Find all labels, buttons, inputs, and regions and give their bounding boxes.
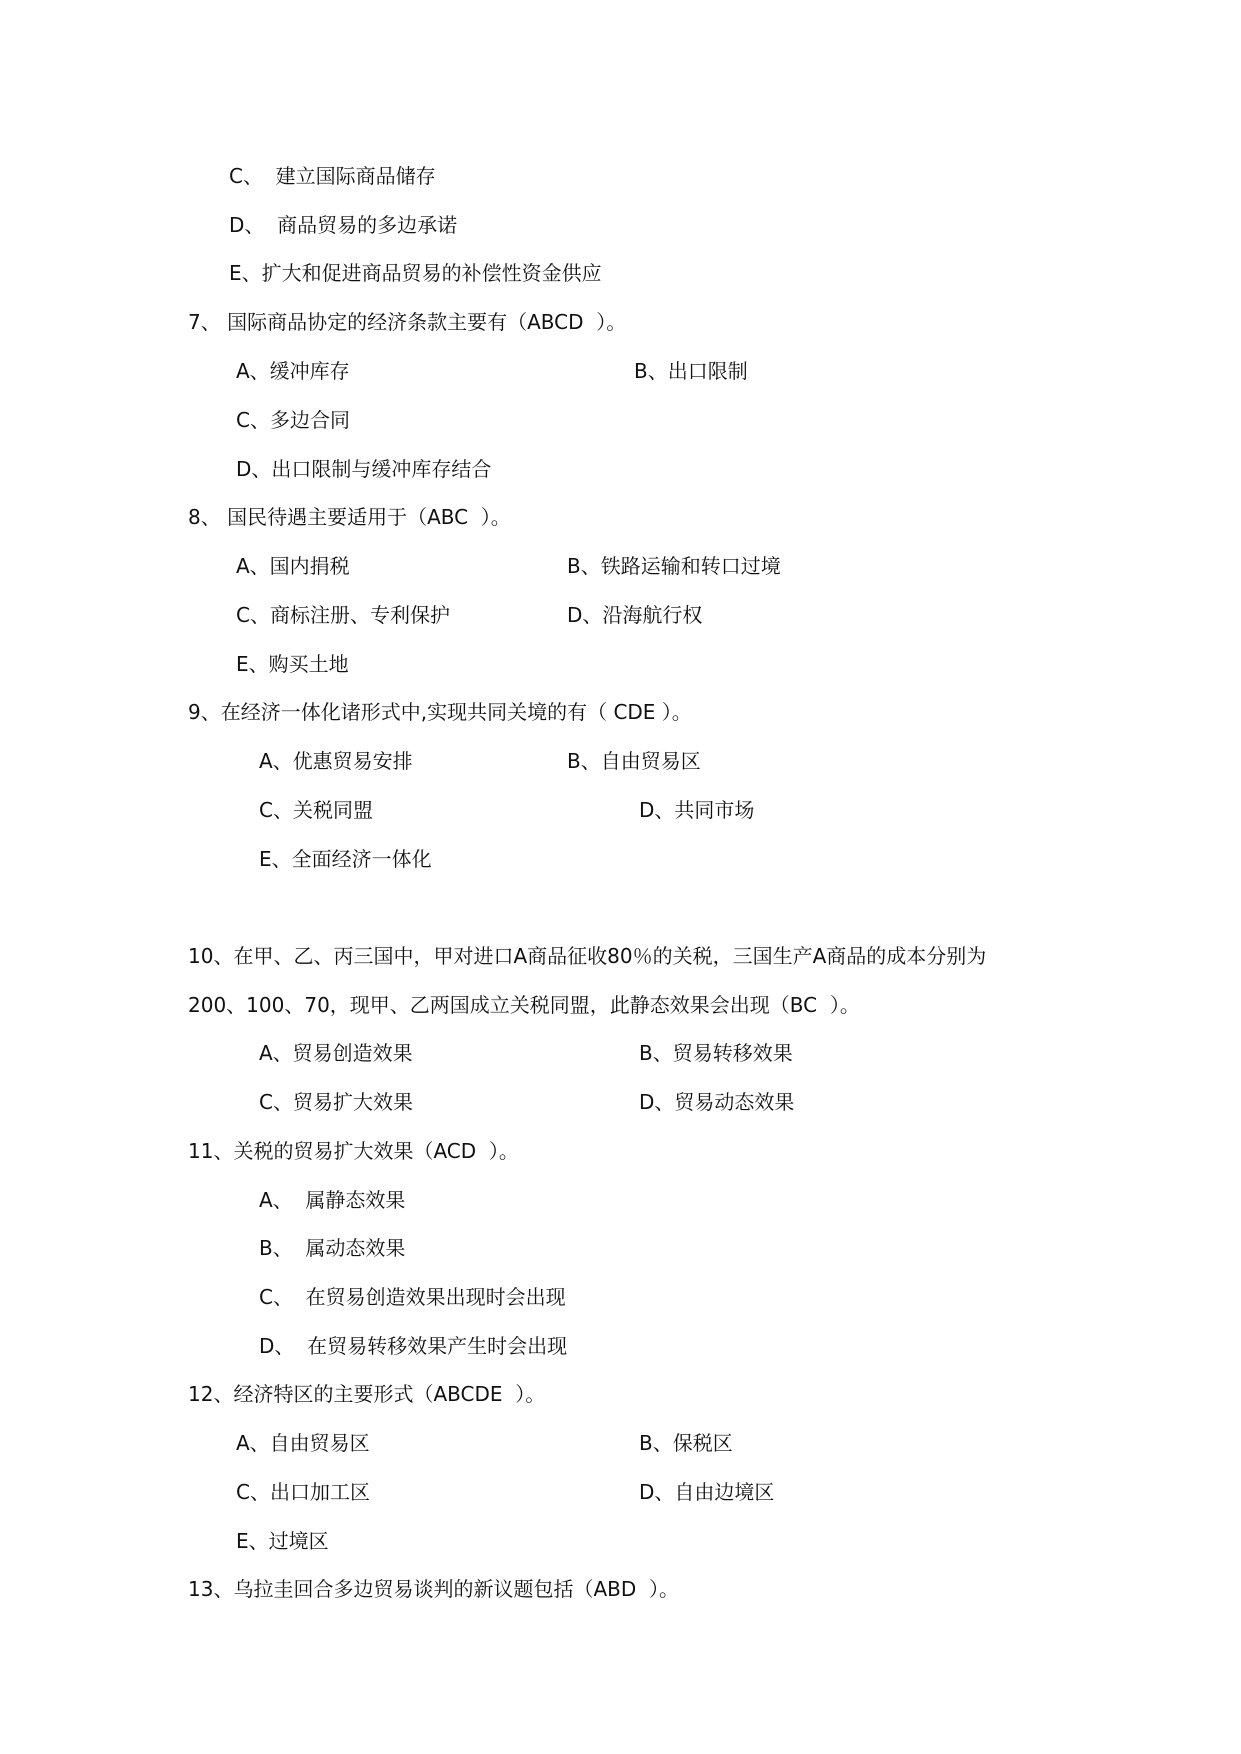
option-b-q12: B、保税区 xyxy=(639,1431,733,1455)
option-d-q11: D、 在贸易转移效果产生时会出现 xyxy=(259,1334,568,1358)
option-c-q9: C、关税同盟 xyxy=(259,798,373,822)
option-a-q12: A、自由贸易区 xyxy=(236,1431,370,1455)
question-10-line-2: 200、100、70，现甲、乙两国成立关税同盟，此静态效果会出现（BC ）。 xyxy=(188,993,860,1017)
option-d-q10: D、贸易动态效果 xyxy=(639,1090,795,1114)
option-e-q12: E、过境区 xyxy=(236,1529,329,1553)
option-b-q8: B、铁路运输和转口过境 xyxy=(567,554,781,578)
option-e-q9: E、全面经济一体化 xyxy=(259,847,432,871)
option-a-q11: A、 属静态效果 xyxy=(259,1188,406,1212)
question-8: 8、 国民待遇主要适用于（ABC ）。 xyxy=(188,505,511,529)
option-b-q10: B、贸易转移效果 xyxy=(639,1041,793,1065)
option-e-q6: E、扩大和促进商品贸易的补偿性资金供应 xyxy=(229,261,602,285)
option-a-q9: A、优惠贸易安排 xyxy=(259,749,413,773)
option-c-q7: C、多边合同 xyxy=(236,408,350,432)
question-10-line-1: 10、在甲、乙、丙三国中，甲对进口A商品征收80％的关税，三国生产A商品的成本分别为 xyxy=(188,944,987,968)
question-13: 13、乌拉圭回合多边贸易谈判的新议题包括（ABD ）。 xyxy=(188,1577,679,1601)
option-c-q11: C、 在贸易创造效果出现时会出现 xyxy=(259,1285,566,1309)
option-b-q11: B、 属动态效果 xyxy=(259,1236,406,1260)
option-d-q7: D、出口限制与缓冲库存结合 xyxy=(236,457,492,481)
question-11: 11、关税的贸易扩大效果（ACD ）。 xyxy=(188,1139,519,1163)
question-7: 7、 国际商品协定的经济条款主要有（ABCD ）。 xyxy=(188,310,627,334)
option-d-q12: D、自由边境区 xyxy=(639,1480,775,1504)
option-a-q10: A、贸易创造效果 xyxy=(259,1041,413,1065)
option-c-q6: C、 建立国际商品储存 xyxy=(229,164,436,188)
question-12: 12、经济特区的主要形式（ABCDE ）。 xyxy=(188,1382,546,1406)
option-a-q7: A、缓冲库存 xyxy=(236,359,350,383)
option-b-q9: B、自由贸易区 xyxy=(567,749,701,773)
question-9: 9、在经济一体化诸形式中,实现共同关境的有（ CDE ）。 xyxy=(188,700,692,724)
option-c-q8: C、商标注册、专利保护 xyxy=(236,603,450,627)
option-d-q6: D、 商品贸易的多边承诺 xyxy=(229,213,458,237)
option-d-q9: D、共同市场 xyxy=(639,798,755,822)
option-c-q10: C、贸易扩大效果 xyxy=(259,1090,413,1114)
option-b-q7: B、出口限制 xyxy=(634,359,748,383)
option-e-q8: E、购买土地 xyxy=(236,652,349,676)
option-a-q8: A、国内捐税 xyxy=(236,554,350,578)
option-d-q8: D、沿海航行权 xyxy=(567,603,703,627)
option-c-q12: C、出口加工区 xyxy=(236,1480,370,1504)
